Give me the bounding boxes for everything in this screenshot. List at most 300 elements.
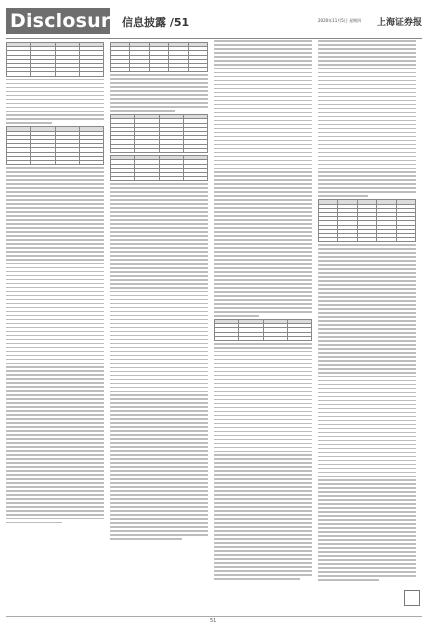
- text-line: [6, 103, 104, 105]
- text-line: [6, 87, 104, 89]
- text-line: [214, 219, 312, 221]
- text-line: [214, 247, 312, 249]
- text-line: [110, 203, 208, 205]
- text-line: [214, 399, 312, 401]
- text-line: [318, 260, 416, 262]
- text-line: [318, 128, 416, 130]
- text-line: [6, 410, 104, 412]
- data-table: [6, 126, 104, 165]
- text-line: [110, 319, 208, 321]
- text-line: [214, 76, 312, 78]
- text-line: [6, 191, 104, 193]
- text-line: [318, 567, 416, 569]
- table-row: [7, 72, 104, 76]
- text-line: [318, 104, 416, 106]
- text-line: [318, 416, 416, 418]
- text-line: [214, 72, 312, 74]
- text-line: [318, 96, 416, 98]
- text-line: [214, 558, 312, 560]
- text-line: [214, 578, 300, 580]
- text-line: [318, 52, 416, 54]
- text-line: [6, 335, 104, 337]
- data-table: [110, 114, 208, 153]
- text-line: [6, 382, 104, 384]
- text-line: [6, 215, 104, 217]
- text-line: [110, 426, 208, 428]
- table-cell: [396, 238, 415, 242]
- text-line: [6, 363, 104, 365]
- text-line: [214, 287, 312, 289]
- text-line: [214, 403, 312, 405]
- text-line: [110, 219, 208, 221]
- text-line: [318, 179, 416, 181]
- text-line: [214, 92, 312, 94]
- text-line: [214, 263, 312, 265]
- text-line: [214, 478, 312, 480]
- text-line: [318, 424, 416, 426]
- text-line: [6, 219, 104, 221]
- text-line: [214, 474, 312, 476]
- text-line: [318, 531, 416, 533]
- text-line: [318, 316, 416, 318]
- text-line: [6, 199, 104, 201]
- text-line: [318, 472, 416, 474]
- text-line: [214, 215, 312, 217]
- text-line: [6, 283, 104, 285]
- text-line: [6, 171, 104, 173]
- text-line: [110, 534, 208, 536]
- text-line: [214, 283, 312, 285]
- table-cell: [357, 238, 376, 242]
- table-row: [319, 238, 416, 242]
- table-cell: [7, 72, 31, 76]
- text-line: [214, 211, 312, 213]
- text-line: [6, 175, 104, 177]
- text-line: [318, 539, 416, 541]
- text-line: [110, 394, 208, 396]
- text-line: [110, 98, 208, 100]
- text-line: [318, 408, 416, 410]
- text-line: [214, 96, 312, 98]
- text-line: [214, 458, 312, 460]
- text-line: [110, 494, 208, 496]
- text-line: [214, 387, 312, 389]
- text-line: [214, 411, 312, 413]
- text-line: [214, 279, 312, 281]
- text-line: [214, 423, 312, 425]
- text-line: [318, 448, 416, 450]
- text-line: [6, 203, 104, 205]
- text-line: [318, 340, 416, 342]
- text-line: [110, 510, 208, 512]
- text-line: [110, 486, 208, 488]
- text-line: [318, 304, 416, 306]
- text-line: [318, 487, 416, 489]
- text-line: [318, 164, 416, 166]
- text-line: [318, 483, 416, 485]
- text-line: [318, 551, 416, 553]
- text-line: [318, 547, 416, 549]
- text-line: [318, 144, 416, 146]
- text-line: [6, 235, 104, 237]
- table-cell: [149, 68, 168, 72]
- text-line: [110, 462, 208, 464]
- text-line: [110, 239, 208, 241]
- data-table: [110, 42, 208, 72]
- text-line: [110, 299, 208, 301]
- text-line: [6, 183, 104, 185]
- text-line: [110, 391, 208, 393]
- text-line: [6, 378, 104, 380]
- text-line: [110, 450, 208, 452]
- data-table: [214, 319, 312, 341]
- text-line: [318, 72, 416, 74]
- text-line: [6, 327, 104, 329]
- text-line: [214, 367, 312, 369]
- text-line: [6, 207, 104, 209]
- text-line: [318, 428, 416, 430]
- text-column-2: [110, 40, 208, 614]
- text-line: [214, 506, 312, 508]
- text-line: [6, 291, 104, 293]
- text-line: [318, 575, 416, 577]
- text-line: [6, 454, 104, 456]
- text-line: [110, 223, 208, 225]
- text-line: [318, 276, 416, 278]
- text-line: [318, 368, 416, 370]
- text-line: [318, 148, 416, 150]
- text-line: [318, 312, 416, 314]
- table-cell: [215, 336, 239, 340]
- text-line: [6, 331, 104, 333]
- text-line: [318, 120, 416, 122]
- text-line: [214, 522, 312, 524]
- table-cell: [338, 238, 357, 242]
- issue-date: 2020年11月5日 星期四: [318, 18, 362, 23]
- text-line: [318, 452, 416, 454]
- text-line: [214, 431, 312, 433]
- text-line: [110, 199, 208, 201]
- text-line: [6, 111, 104, 113]
- text-line: [110, 474, 208, 476]
- text-line: [318, 527, 416, 529]
- text-line: [110, 215, 208, 217]
- text-line: [6, 506, 104, 508]
- text-line: [6, 418, 104, 420]
- text-line: [6, 486, 104, 488]
- text-line: [110, 263, 208, 265]
- table-cell: [111, 68, 130, 72]
- text-line: [214, 451, 312, 453]
- text-line: [6, 406, 104, 408]
- text-line: [6, 223, 104, 225]
- text-line: [6, 211, 104, 213]
- text-line: [214, 100, 312, 102]
- text-line: [110, 538, 182, 540]
- text-line: [318, 328, 416, 330]
- text-line: [214, 171, 312, 173]
- text-line: [214, 371, 312, 373]
- text-line: [110, 398, 208, 400]
- text-line: [6, 394, 104, 396]
- masthead: [6, 8, 422, 34]
- text-line: [318, 64, 416, 66]
- text-line: [214, 407, 312, 409]
- text-line: [214, 359, 312, 361]
- text-line: [6, 239, 104, 241]
- text-line: [214, 108, 312, 110]
- text-line: [214, 554, 312, 556]
- text-line: [110, 323, 208, 325]
- table-cell: [239, 336, 263, 340]
- text-line: [6, 311, 104, 313]
- text-line: [214, 546, 312, 548]
- text-line: [6, 267, 104, 269]
- text-line: [318, 400, 416, 402]
- text-line: [214, 566, 312, 568]
- text-column-3: [214, 40, 312, 614]
- text-line: [214, 104, 312, 106]
- text-line: [214, 514, 312, 516]
- text-line: [318, 491, 416, 493]
- table-cell: [287, 336, 311, 340]
- text-line: [318, 195, 368, 197]
- text-line: [110, 355, 208, 357]
- text-line: [110, 371, 208, 373]
- text-line: [6, 79, 104, 81]
- text-line: [214, 132, 312, 134]
- text-line: [6, 450, 104, 452]
- text-line: [110, 530, 208, 532]
- text-line: [214, 251, 312, 253]
- text-line: [110, 86, 208, 88]
- text-line: [214, 183, 312, 185]
- text-line: [110, 110, 175, 112]
- text-line: [6, 83, 104, 85]
- text-line: [6, 398, 104, 400]
- text-line: [318, 76, 416, 78]
- text-line: [318, 244, 416, 246]
- text-line: [318, 56, 416, 58]
- table-cell: [377, 238, 396, 242]
- text-line: [214, 255, 312, 257]
- text-line: [6, 275, 104, 277]
- text-line: [214, 307, 312, 309]
- text-line: [214, 395, 312, 397]
- text-line: [6, 259, 104, 261]
- text-line: [110, 287, 208, 289]
- text-line: [6, 390, 104, 392]
- table-cell: [169, 68, 188, 72]
- text-line: [6, 107, 104, 109]
- text-line: [214, 303, 312, 305]
- text-line: [6, 470, 104, 472]
- table-cell: [188, 68, 207, 72]
- text-line: [6, 510, 104, 512]
- text-line: [214, 227, 312, 229]
- text-line: [214, 498, 312, 500]
- text-line: [110, 231, 208, 233]
- text-line: [110, 227, 208, 229]
- text-line: [6, 303, 104, 305]
- text-line: [214, 52, 312, 54]
- text-line: [214, 355, 312, 357]
- text-line: [6, 295, 104, 297]
- text-line: [318, 88, 416, 90]
- text-line: [110, 375, 208, 377]
- table-cell: [111, 148, 135, 152]
- text-line: [318, 252, 416, 254]
- text-line: [110, 406, 208, 408]
- text-line: [110, 351, 208, 353]
- text-line: [6, 95, 104, 97]
- text-line: [214, 140, 312, 142]
- table-cell: [79, 161, 103, 165]
- text-line: [110, 106, 208, 108]
- text-line: [214, 550, 312, 552]
- text-line: [214, 291, 312, 293]
- table-row: [111, 148, 208, 152]
- text-line: [6, 434, 104, 436]
- text-line: [214, 68, 312, 70]
- text-line: [110, 347, 208, 349]
- text-line: [318, 175, 416, 177]
- text-line: [110, 311, 208, 313]
- table-cell: [130, 68, 149, 72]
- text-line: [318, 436, 416, 438]
- text-line: [110, 187, 208, 189]
- text-line: [6, 287, 104, 289]
- text-line: [318, 136, 416, 138]
- text-line: [6, 442, 104, 444]
- text-line: [110, 414, 208, 416]
- text-line: [110, 327, 208, 329]
- text-line: [214, 128, 312, 130]
- text-line: [6, 263, 104, 265]
- text-line: [318, 332, 416, 334]
- text-line: [6, 422, 104, 424]
- text-line: [110, 430, 208, 432]
- text-line: [214, 168, 312, 170]
- data-table: [6, 42, 104, 77]
- table-cell: [135, 148, 159, 152]
- text-line: [318, 324, 416, 326]
- text-line: [214, 124, 312, 126]
- table-cell: [135, 177, 159, 181]
- text-line: [318, 264, 416, 266]
- text-line: [110, 502, 208, 504]
- text-line: [6, 251, 104, 253]
- text-line: [110, 422, 208, 424]
- text-line: [110, 303, 208, 305]
- text-line: [214, 60, 312, 62]
- text-line: [6, 462, 104, 464]
- text-line: [214, 148, 312, 150]
- text-line: [214, 518, 312, 520]
- text-line: [6, 498, 104, 500]
- table-row: [111, 68, 208, 72]
- text-line: [318, 523, 416, 525]
- text-line: [318, 420, 416, 422]
- text-line: [318, 112, 416, 114]
- text-line: [6, 227, 104, 229]
- text-line: [6, 315, 104, 317]
- text-line: [110, 454, 208, 456]
- text-line: [318, 476, 416, 478]
- text-line: [6, 279, 104, 281]
- text-line: [6, 466, 104, 468]
- text-line: [318, 124, 416, 126]
- text-line: [318, 156, 416, 158]
- text-line: [6, 243, 104, 245]
- text-line: [110, 331, 208, 333]
- text-line: [110, 82, 208, 84]
- banner-title: Disclosure: [6, 8, 110, 34]
- text-line: [6, 167, 104, 169]
- text-line: [6, 474, 104, 476]
- text-line: [318, 464, 416, 466]
- text-line: [6, 122, 52, 124]
- text-line: [6, 438, 104, 440]
- text-line: [318, 479, 416, 481]
- text-line: [110, 490, 208, 492]
- text-line: [6, 386, 104, 388]
- text-line: [6, 355, 104, 357]
- text-line: [214, 375, 312, 377]
- text-line: [110, 211, 208, 213]
- text-line: [110, 434, 208, 436]
- text-line: [318, 256, 416, 258]
- text-line: [110, 359, 208, 361]
- text-line: [6, 370, 104, 372]
- text-line: [110, 243, 208, 245]
- text-line: [214, 347, 312, 349]
- text-line: [318, 60, 416, 62]
- text-line: [318, 571, 416, 573]
- text-line: [6, 319, 104, 321]
- text-line: [110, 522, 208, 524]
- text-line: [318, 440, 416, 442]
- text-line: [214, 435, 312, 437]
- text-line: [6, 118, 104, 120]
- text-line: [214, 379, 312, 381]
- text-line: [318, 171, 416, 173]
- text-line: [318, 308, 416, 310]
- text-line: [110, 518, 208, 520]
- text-line: [214, 530, 312, 532]
- text-line: [318, 396, 416, 398]
- text-line: [6, 347, 104, 349]
- text-line: [6, 307, 104, 309]
- text-line: [6, 514, 104, 516]
- text-line: [214, 231, 312, 233]
- table-cell: [79, 72, 103, 76]
- table-cell: [55, 161, 79, 165]
- page-number: 51: [210, 618, 217, 624]
- table-cell: [7, 161, 31, 165]
- table-cell: [55, 72, 79, 76]
- newspaper-name: 上海证券报: [376, 18, 422, 28]
- text-line: [214, 315, 259, 317]
- text-line: [214, 164, 312, 166]
- text-line: [214, 570, 312, 572]
- text-line: [214, 542, 312, 544]
- text-line: [110, 90, 208, 92]
- text-line: [214, 84, 312, 86]
- text-line: [110, 367, 208, 369]
- text-line: [110, 335, 208, 337]
- text-line: [318, 412, 416, 414]
